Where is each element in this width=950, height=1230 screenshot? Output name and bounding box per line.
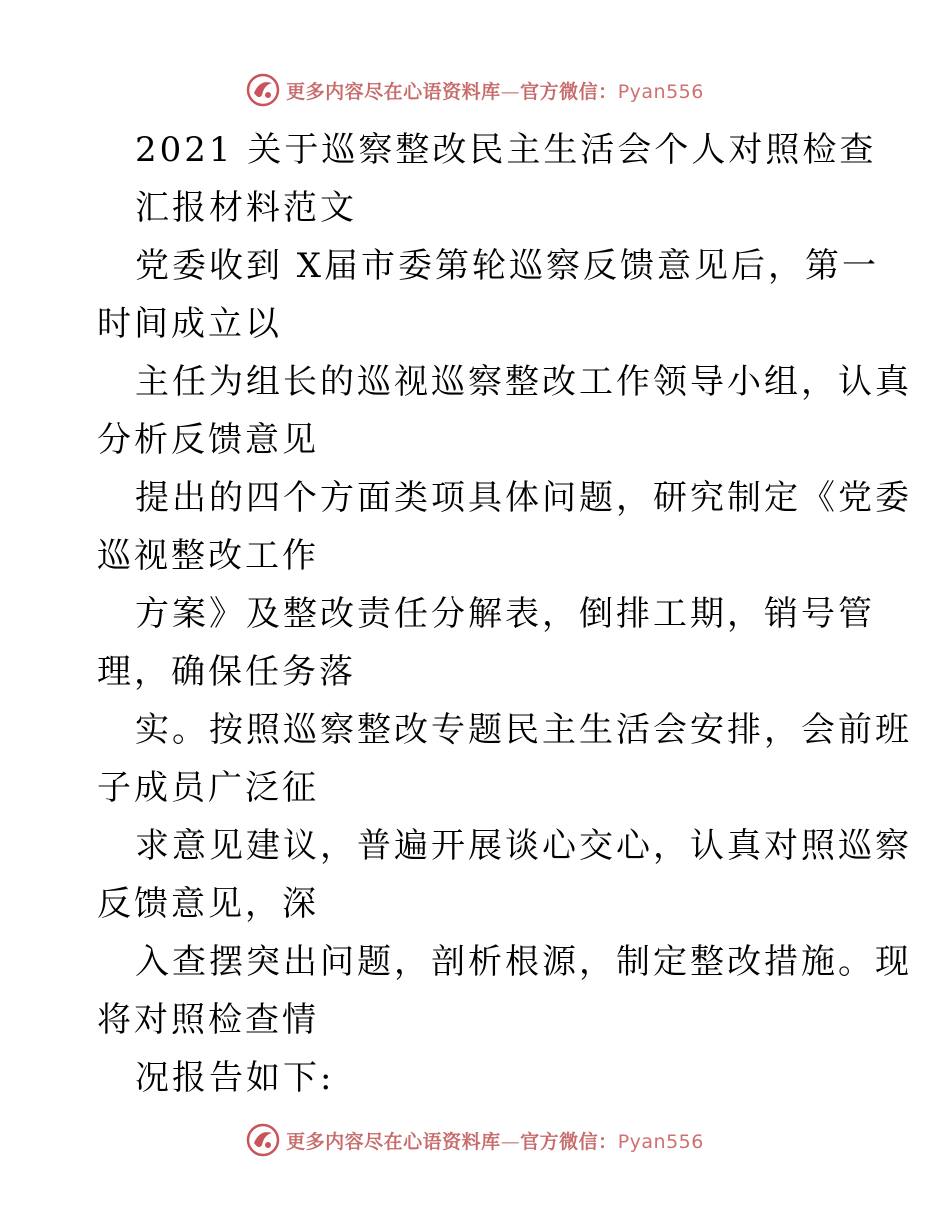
paragraph-line: 求意见建议，普遍开展谈心交心，认真对照巡察 [135, 826, 912, 866]
header-banner-handle: Pyan556 [617, 80, 704, 103]
paragraph-line: 理，确保任务落 [97, 652, 356, 692]
paragraph-line: 时间成立以 [97, 304, 282, 344]
paragraph-line: 提出的四个方面类项具体问题，研究制定《党委 [135, 478, 912, 518]
logo-swirl-icon [246, 73, 280, 107]
footer-banner-main: 更多内容尽在心语资料库 [286, 1130, 501, 1153]
header-banner-text [286, 77, 704, 104]
paragraph-line: 党委收到 X届市委第轮巡察反馈意见后，第一 [135, 246, 880, 286]
paragraph-line: 入查摆突出问题，剖析根源，制定整改措施。现 [135, 942, 912, 982]
footer-banner-contact: 官方微信： [520, 1130, 618, 1153]
footer-banner-dash: — [500, 1130, 521, 1153]
paragraph-line: 实。按照巡察整改专题民主生活会安排，会前班 [135, 710, 912, 750]
logo-swirl-icon [246, 1123, 280, 1157]
header-banner [0, 70, 950, 110]
paragraph-line: 子成员广泛征 [97, 768, 319, 808]
header-banner-dash: — [500, 80, 521, 103]
paragraph-line: 将对照检查情 [97, 1000, 319, 1040]
paragraph-line: 巡视整改工作 [97, 536, 319, 576]
paragraph-line: 况报告如下: [135, 1058, 335, 1098]
paragraph-line: 分析反馈意见 [97, 420, 319, 460]
paragraph-line: 主任为组长的巡视巡察整改工作领导小组，认真 [135, 362, 912, 402]
paragraph-line: 方案》及整改责任分解表，倒排工期，销号管 [135, 594, 875, 634]
document-title-line-2: 汇报材料范文 [135, 188, 357, 228]
header-banner-contact: 官方微信： [520, 80, 618, 103]
footer-banner [0, 1120, 950, 1160]
footer-banner-text [286, 1127, 704, 1154]
footer-banner-handle: Pyan556 [617, 1130, 704, 1153]
paragraph-line: 反馈意见，深 [97, 884, 319, 924]
document-title-line-1: 2021 关于巡察整改民主生活会个人对照检查 [135, 130, 877, 170]
header-banner-main: 更多内容尽在心语资料库 [286, 80, 501, 103]
